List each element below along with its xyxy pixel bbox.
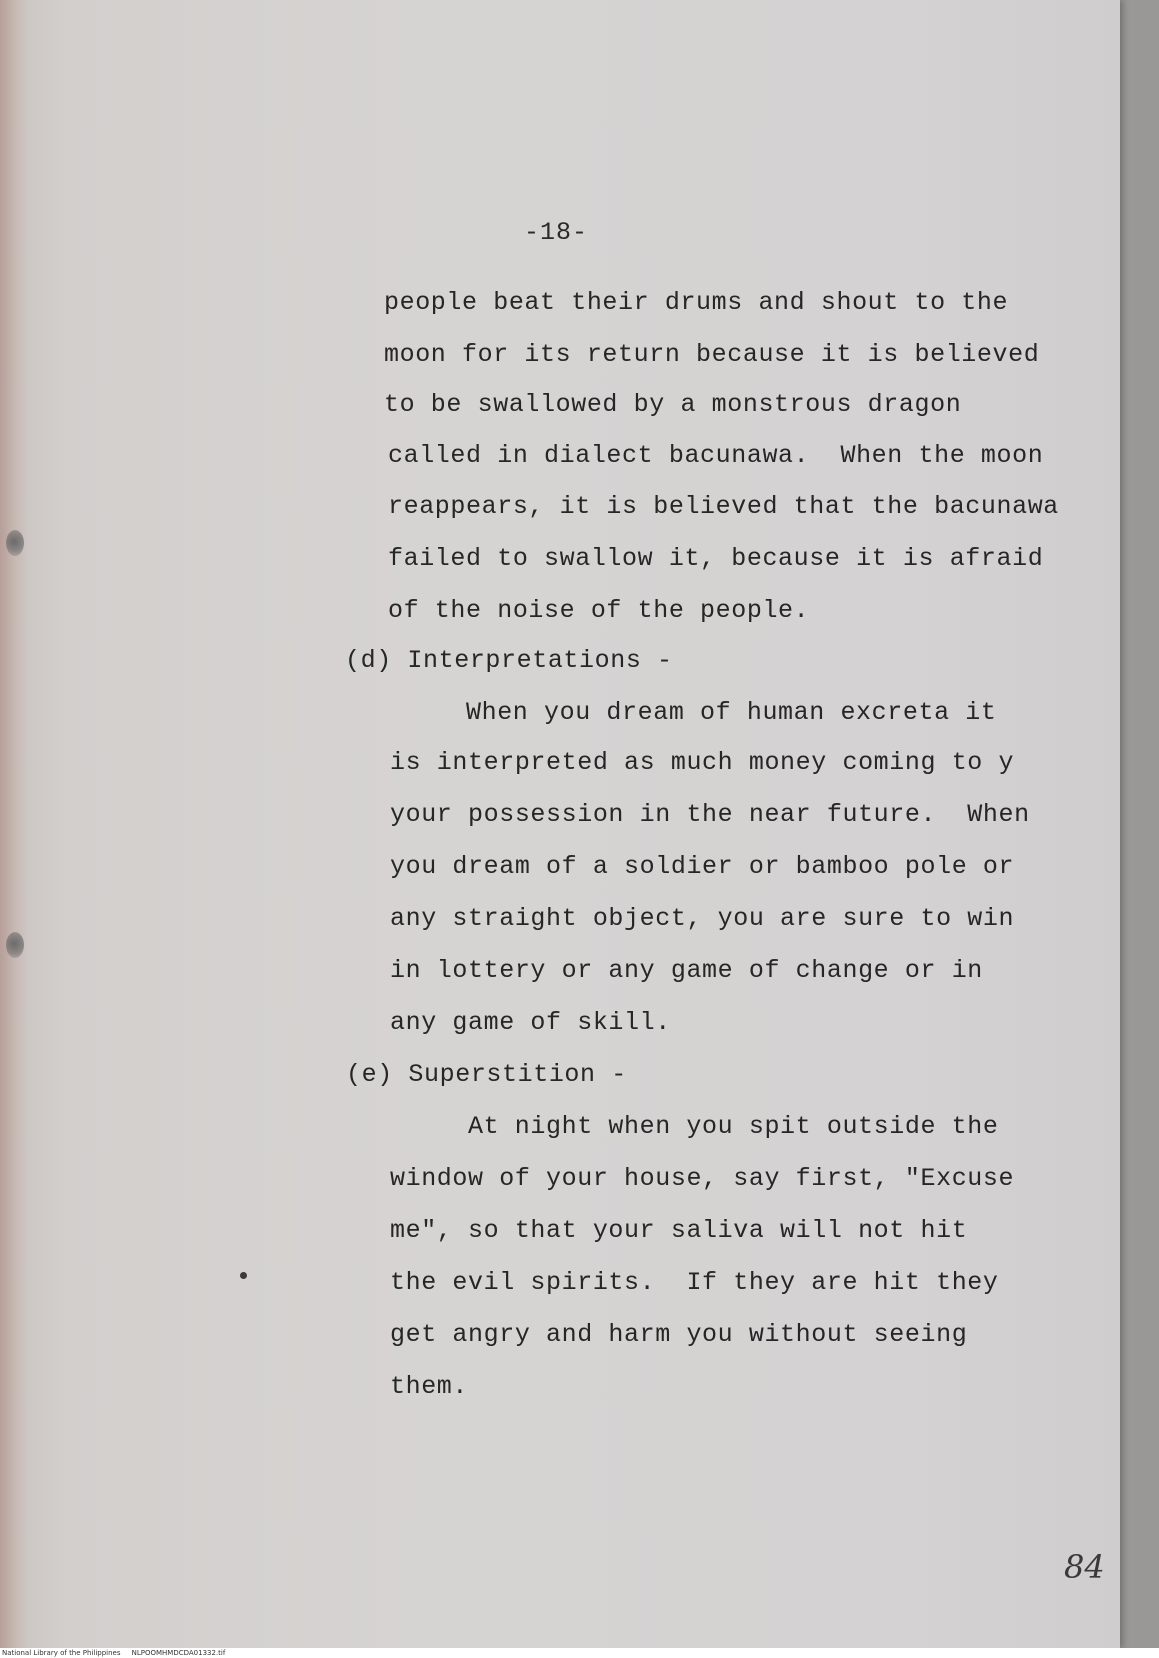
text-line: you dream of a soldier or bamboo pole or [390,852,1015,881]
text-line: them. [390,1372,469,1401]
text-line: any game of skill. [390,1008,671,1037]
text-line: people beat their drums and shout to the [384,288,1009,317]
section-heading: (e) Superstition - [346,1060,627,1089]
text-line: window of your house, say first, "Excuse [390,1164,1015,1193]
page-edge [0,0,28,1648]
text-line: me", so that your saliva will not hit [390,1216,968,1245]
text-line: failed to swallow it, because it is afraid [388,544,1044,573]
binding-hole [6,932,24,958]
text-line: any straight object, you are sure to win [390,904,1015,933]
text-line: the evil spirits. If they are hit they [390,1268,999,1297]
page-number: -18- [524,218,589,247]
binding-hole [6,530,24,556]
text-line: your possession in the near future. When [390,800,1030,829]
text-line: called in dialect bacunawa. When the moon [388,441,1044,470]
ink-dot [240,1272,247,1279]
text-line: moon for its return because it is believed [384,340,1040,369]
text-line: of the noise of the people. [388,596,810,625]
text-line: get angry and harm you without seeing [390,1320,968,1349]
text-line: At night when you spit outside the [468,1112,999,1141]
handwritten-page-number: 84 [1064,1548,1105,1586]
section-heading: (d) Interpretations - [345,646,673,675]
text-line: in lottery or any game of change or in [390,956,983,985]
text-line: reappears, it is believed that the bacunawa [388,492,1059,521]
text-line: is interpreted as much money coming to y [390,748,1015,777]
text-line: When you dream of human excreta it [466,698,997,727]
footer-caption: National Library of the Philippines NLPOOMHMDCDA01332.tif [2,1649,226,1657]
text-line: to be swallowed by a monstrous dragon [384,390,962,419]
